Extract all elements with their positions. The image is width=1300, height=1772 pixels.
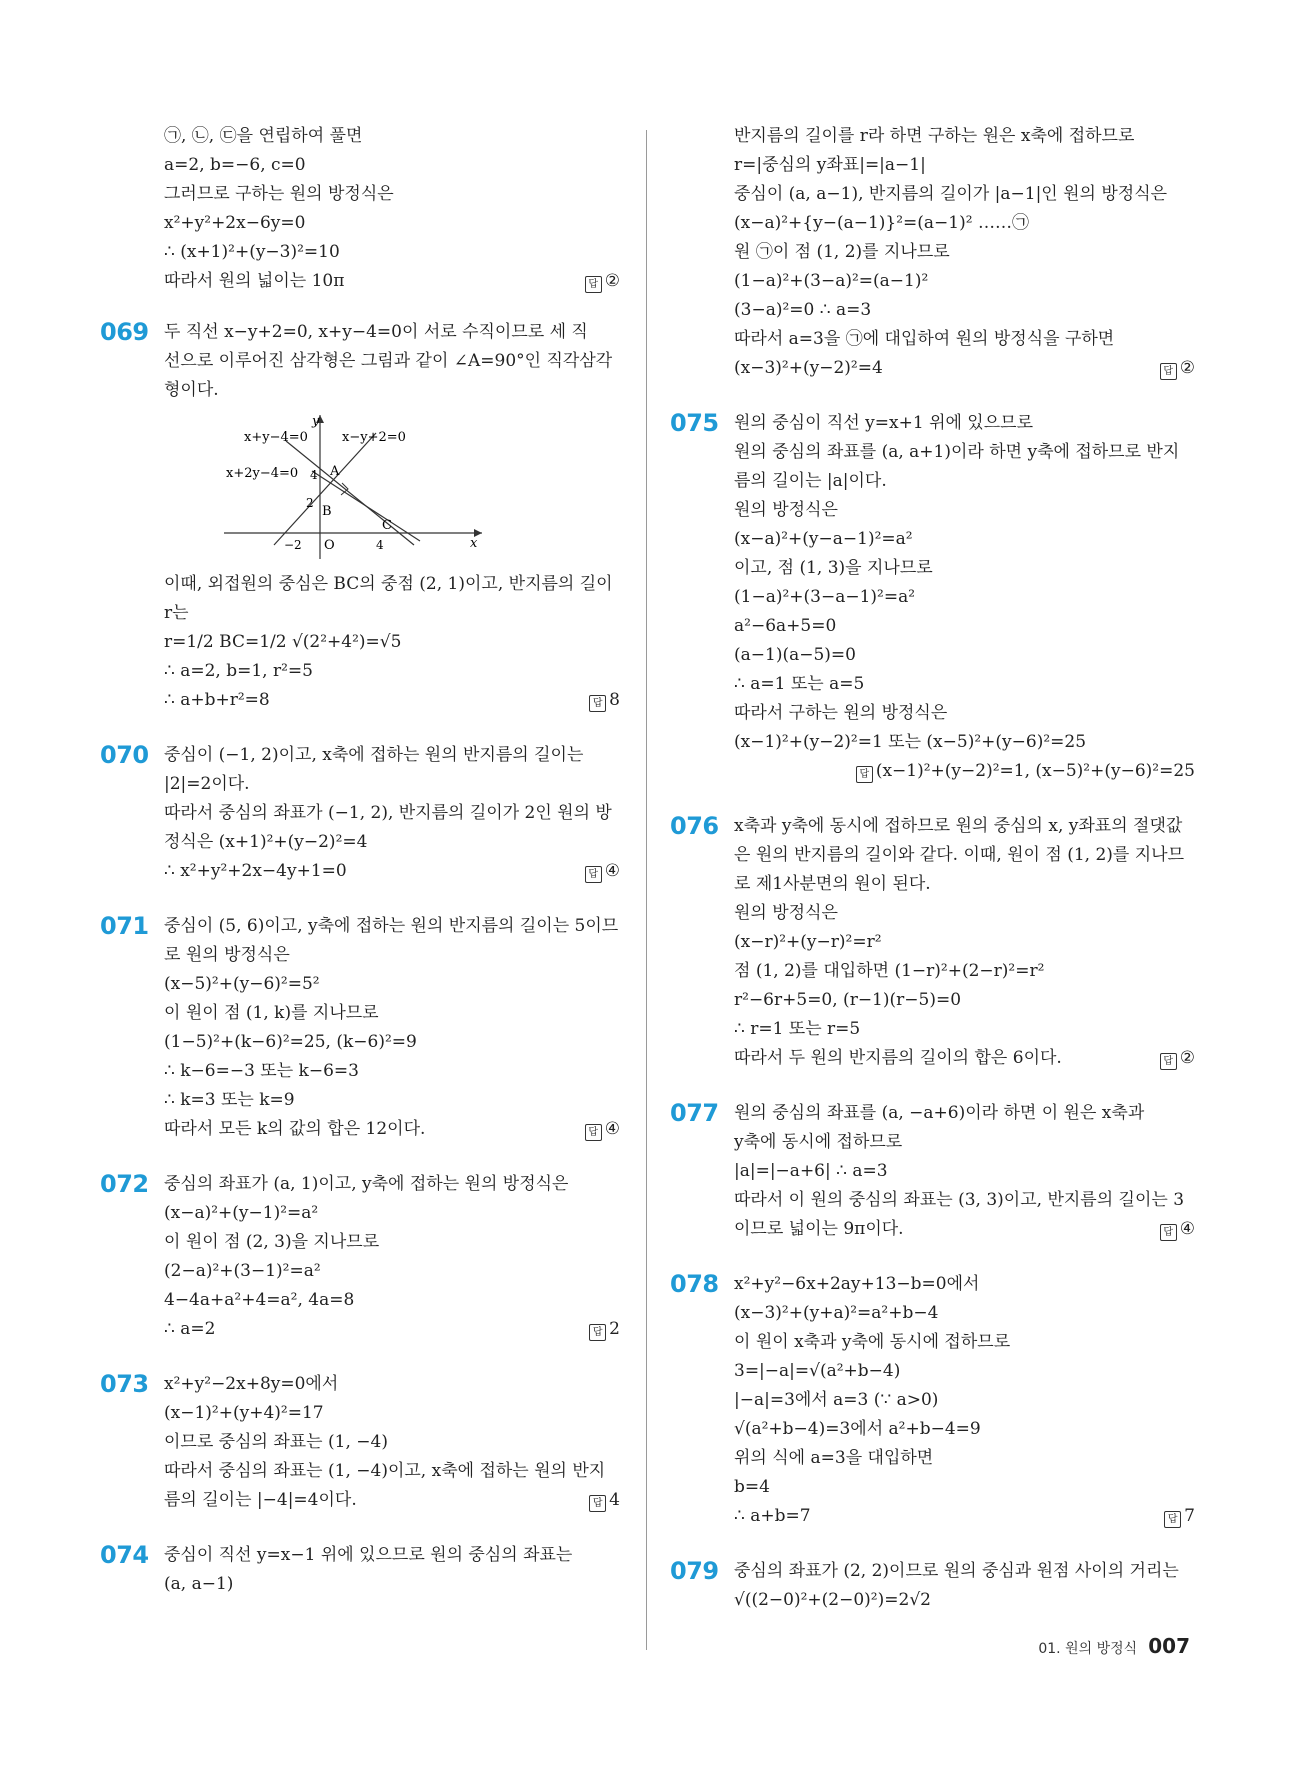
answer-icon: 답 [585,276,602,293]
text-line [734,1502,1195,1531]
problem-number: 076 [670,812,719,840]
label-origin: O [324,538,335,553]
text-line: 두 직선 x−y+2=0, x+y−4=0이 서로 수직이므로 세 직 [164,322,588,342]
solution-070 [100,741,620,886]
answer-value: ② [1179,1048,1195,1068]
page-footer [1038,1634,1190,1658]
text-line: r는 [164,603,189,623]
label-line3: x+2y−4=0 [226,466,299,481]
text-line: 원의 중심이 직선 y=x+1 위에 있으므로 [734,413,1034,433]
label-point-a: A [330,464,340,479]
text-line: (a−1)(a−5)=0 [734,645,856,665]
text-line: (x−a)²+(y−1)²=a² [164,1203,319,1223]
tick-y-2: 2 [306,496,314,510]
text-line: (2−a)²+(3−1)²=a² [164,1261,321,1281]
text-line: 이 원이 점 (2, 3)을 지나므로 [164,1232,380,1252]
problem-number: 069 [100,318,149,346]
text-line: (x−5)²+(y−6)²=5² [164,974,320,994]
text-line: 점 (1, 2)를 대입하면 (1−r)²+(2−r)²=r² [734,961,1045,981]
right-column [670,122,1195,1615]
answer-icon: 답 [1160,363,1177,380]
answer-value: 2 [609,1319,620,1339]
text-line [734,354,1195,383]
text-line: 로 제1사분면의 원이 된다. [734,874,931,894]
solution-074-continued [670,122,1195,383]
text-line: |−a|=3에서 a=3 (∵ a>0) [734,1390,939,1410]
text-line: (1−a)²+(3−a)²=(a−1)² [734,271,929,291]
solution-076 [670,812,1195,1073]
text-line: (x−a)²+{y−(a−1)}²=(a−1)² ……㉠ [734,213,1029,233]
left-column [100,122,620,1599]
text-span: 따라서 원의 넓이는 10π [164,271,345,291]
text-span: ∴ a+b=7 [734,1506,811,1526]
answer [585,267,620,296]
text-line: |2|=2이다. [164,774,250,794]
text-span: 름의 길이는 |−4|=4이다. [164,1490,357,1510]
answer-value: ② [1179,358,1195,378]
text-line: 중심의 좌표가 (a, 1)이고, y축에 접하는 원의 방정식은 [164,1174,569,1194]
text-line: |a|=|−a+6| ∴ a=3 [734,1161,888,1181]
triangle-figure [224,411,620,566]
answer [1160,1044,1195,1073]
answer-icon: 답 [856,766,873,783]
text-line: a²−6a+5=0 [734,616,837,636]
problem-number: 077 [670,1099,719,1127]
text-line [164,267,620,296]
answer-icon: 답 [1164,1511,1181,1528]
text-line: 따라서 이 원의 중심의 좌표는 (3, 3)이고, 반지름의 길이는 3 [734,1190,1185,1210]
text-line: x²+y²+2x−6y=0 [164,213,306,233]
text-line [164,1315,620,1344]
tick-x-minus-2: −2 [284,538,302,552]
text-line: ∴ a=1 또는 a=5 [734,674,865,694]
text-line: 이므로 중심의 좌표는 (1, −4) [164,1432,388,1452]
text-line: 은 원의 반지름의 길이와 같다. 이때, 원이 점 (1, 2)를 지나므 [734,845,1185,865]
page-number: 007 [1148,1634,1190,1658]
text-span: 따라서 두 원의 반지름의 길이의 합은 6이다. [734,1048,1062,1068]
answer [585,1115,620,1144]
problem-number: 075 [670,409,719,437]
answer-value: ④ [1179,1219,1195,1239]
text-line: r=1/2 BC=1/2 √(2²+4²)=√5 [164,632,402,652]
text-line: 중심이 (a, a−1), 반지름의 길이가 |a−1|인 원의 방정식은 [734,184,1168,204]
problem-number: 073 [100,1370,149,1398]
answer-icon: 답 [1160,1224,1177,1241]
answer-value: 8 [609,690,620,710]
text-line [164,686,620,715]
answer [589,1486,620,1515]
text-line: (x−r)²+(y−r)²=r² [734,932,882,952]
text-line: 위의 식에 a=3을 대입하면 [734,1448,934,1468]
text-line: 4−4a+a²+4=a², 4a=8 [164,1290,355,1310]
text-line: 따라서 a=3을 ㉠에 대입하여 원의 방정식을 구하면 [734,329,1115,349]
text-line: (1−a)²+(3−a−1)²=a² [734,587,916,607]
text-line: 중심이 직선 y=x−1 위에 있으므로 원의 중심의 좌표는 [164,1545,573,1565]
problem-number: 078 [670,1270,719,1298]
text-line: 중심이 (5, 6)이고, y축에 접하는 원의 반지름의 길이는 5이므 [164,916,619,936]
answer-value: 7 [1184,1506,1195,1526]
problem-number: 072 [100,1170,149,1198]
text-line: 중심이 (−1, 2)이고, x축에 접하는 원의 반지름의 길이는 [164,745,584,765]
text-line: (a, a−1) [164,1574,234,1594]
answer-icon: 답 [589,1495,606,1512]
problem-number: 071 [100,912,149,940]
problem-number: 079 [670,1557,719,1585]
text-line: ㉠, ㉡, ㉢을 연립하여 풀면 [164,126,363,146]
answer [589,686,620,715]
label-point-c: C [382,518,392,533]
text-line: 이고, 점 (1, 3)을 지나므로 [734,558,933,578]
solution-077 [670,1099,1195,1244]
text-line: 3=|−a|=√(a²+b−4) [734,1361,901,1381]
solution-079 [670,1557,1195,1615]
text-line: 따라서 중심의 좌표는 (1, −4)이고, x축에 접하는 원의 반지 [164,1461,606,1481]
text-line: 로 원의 방정식은 [164,945,290,965]
text-line: 원의 방정식은 [734,500,838,520]
answer [1164,1502,1195,1531]
text-span: ∴ a=2 [164,1319,216,1339]
text-line: 이 원이 점 (1, k)를 지나므로 [164,1003,379,1023]
answer-value: ④ [604,1119,620,1139]
text-line [164,857,620,886]
text-line: (x−1)²+(y−2)²=1 또는 (x−5)²+(y−6)²=25 [734,732,1087,752]
solution-078 [670,1270,1195,1531]
solution-068-continued [100,122,620,296]
text-line [164,1115,620,1144]
text-line: √(a²+b−4)=3에서 a²+b−4=9 [734,1419,981,1439]
text-line: 따라서 구하는 원의 방정식은 [734,703,948,723]
answer [1160,1215,1195,1244]
text-line: ∴ k−6=−3 또는 k−6=3 [164,1061,359,1081]
text-line [734,1044,1195,1073]
label-y-axis: y [312,414,320,429]
text-line: 그러므로 구하는 원의 방정식은 [164,184,394,204]
tick-x-4: 4 [376,538,384,552]
text-line: ∴ k=3 또는 k=9 [164,1090,295,1110]
text-line: a=2, b=−6, c=0 [164,155,306,175]
text-line: 형이다. [164,380,219,400]
text-line: 중심의 좌표가 (2, 2)이므로 원의 중심과 원점 사이의 거리는 [734,1561,1179,1581]
text-line: 름의 길이는 |a|이다. [734,471,887,491]
label-x-axis: x [470,536,478,551]
column-divider [646,130,647,1650]
answer-value: ④ [604,861,620,881]
text-line: ∴ r=1 또는 r=5 [734,1019,861,1039]
text-line: ∴ (x+1)²+(y−3)²=10 [164,242,340,262]
text-span: ∴ a+b+r²=8 [164,690,270,710]
chapter-title: 01. 원의 방정식 [1038,1641,1138,1657]
label-point-b: B [322,504,332,519]
line-x-plus-y-minus-4 [286,441,414,545]
text-line: (x−3)²+(y+a)²=a²+b−4 [734,1303,939,1323]
solution-075 [670,409,1195,786]
text-span: (x−3)²+(y−2)²=4 [734,358,883,378]
solution-071 [100,912,620,1144]
text-line: 원 ㉠이 점 (1, 2)를 지나므로 [734,242,950,262]
answer-icon: 답 [589,695,606,712]
answer [585,857,620,886]
problem-number: 074 [100,1541,149,1569]
text-line: b=4 [734,1477,770,1497]
answer-value: ② [604,271,620,291]
text-line: 이 원이 x축과 y축에 동시에 접하므로 [734,1332,1011,1352]
solution-074 [100,1541,620,1599]
text-line: 원의 방정식은 [734,903,838,923]
text-line: 반지름의 길이를 r라 하면 구하는 원은 x축에 접하므로 [734,126,1135,146]
text-span: ∴ x²+y²+2x−4y+1=0 [164,861,347,881]
problem-number: 070 [100,741,149,769]
text-line: 선으로 이루어진 삼각형은 그림과 같이 ∠A=90°인 직각삼각 [164,351,613,371]
answer-icon: 답 [1160,1053,1177,1070]
answer-value: 4 [609,1490,620,1510]
line-x-minus-y-plus-2 [274,433,376,545]
text-span: 따라서 모든 k의 값의 합은 12이다. [164,1119,426,1139]
answer-icon: 답 [589,1324,606,1341]
answer-icon: 답 [585,866,602,883]
text-line: ∴ a=2, b=1, r²=5 [164,661,313,681]
text-line: (1−5)²+(k−6)²=25, (k−6)²=9 [164,1032,417,1052]
text-line: r²−6r+5=0, (r−1)(r−5)=0 [734,990,962,1010]
answer-value: (x−1)²+(y−2)²=1, (x−5)²+(y−6)²=25 [875,761,1195,781]
text-line: x²+y²−6x+2ay+13−b=0에서 [734,1274,980,1294]
solution-072 [100,1170,620,1344]
text-line: 이때, 외접원의 중심은 BC의 중점 (2, 1)이고, 반지름의 길이 [164,574,613,594]
text-line [734,757,1195,786]
text-line: 원의 중심의 좌표를 (a, a+1)이라 하면 y축에 접하므로 반지 [734,442,1180,462]
text-line: x축과 y축에 동시에 접하므로 원의 중심의 x, y좌표의 절댓값 [734,816,1183,836]
text-line: 원의 중심의 좌표를 (a, −a+6)이라 하면 이 원은 x축과 [734,1103,1145,1123]
answer [856,757,1195,786]
text-line: √((2−0)²+(2−0)²)=2√2 [734,1590,931,1610]
answer-icon: 답 [585,1124,602,1141]
text-line: y축에 동시에 접하므로 [734,1132,903,1152]
answer [1160,354,1195,383]
text-line [734,1215,1195,1244]
text-line: (3−a)²=0 ∴ a=3 [734,300,872,320]
text-line: 따라서 중심의 좌표가 (−1, 2), 반지름의 길이가 2인 원의 방 [164,803,612,823]
text-line: x²+y²−2x+8y=0에서 [164,1374,339,1394]
solution-069 [100,318,620,715]
tick-y-4: 4 [310,468,318,482]
answer [589,1315,620,1344]
text-line: 정식은 (x+1)²+(y−2)²=4 [164,832,368,852]
text-line: (x−1)²+(y+4)²=17 [164,1403,324,1423]
coordinate-graph [224,411,484,561]
label-line2: x−y+2=0 [342,430,406,445]
text-line: r=|중심의 y좌표|=|a−1| [734,155,926,175]
label-line1: x+y−4=0 [244,430,308,445]
text-span: 이므로 넓이는 9π이다. [734,1219,904,1239]
solution-073 [100,1370,620,1515]
text-line: (x−a)²+(y−a−1)²=a² [734,529,913,549]
text-line [164,1486,620,1515]
